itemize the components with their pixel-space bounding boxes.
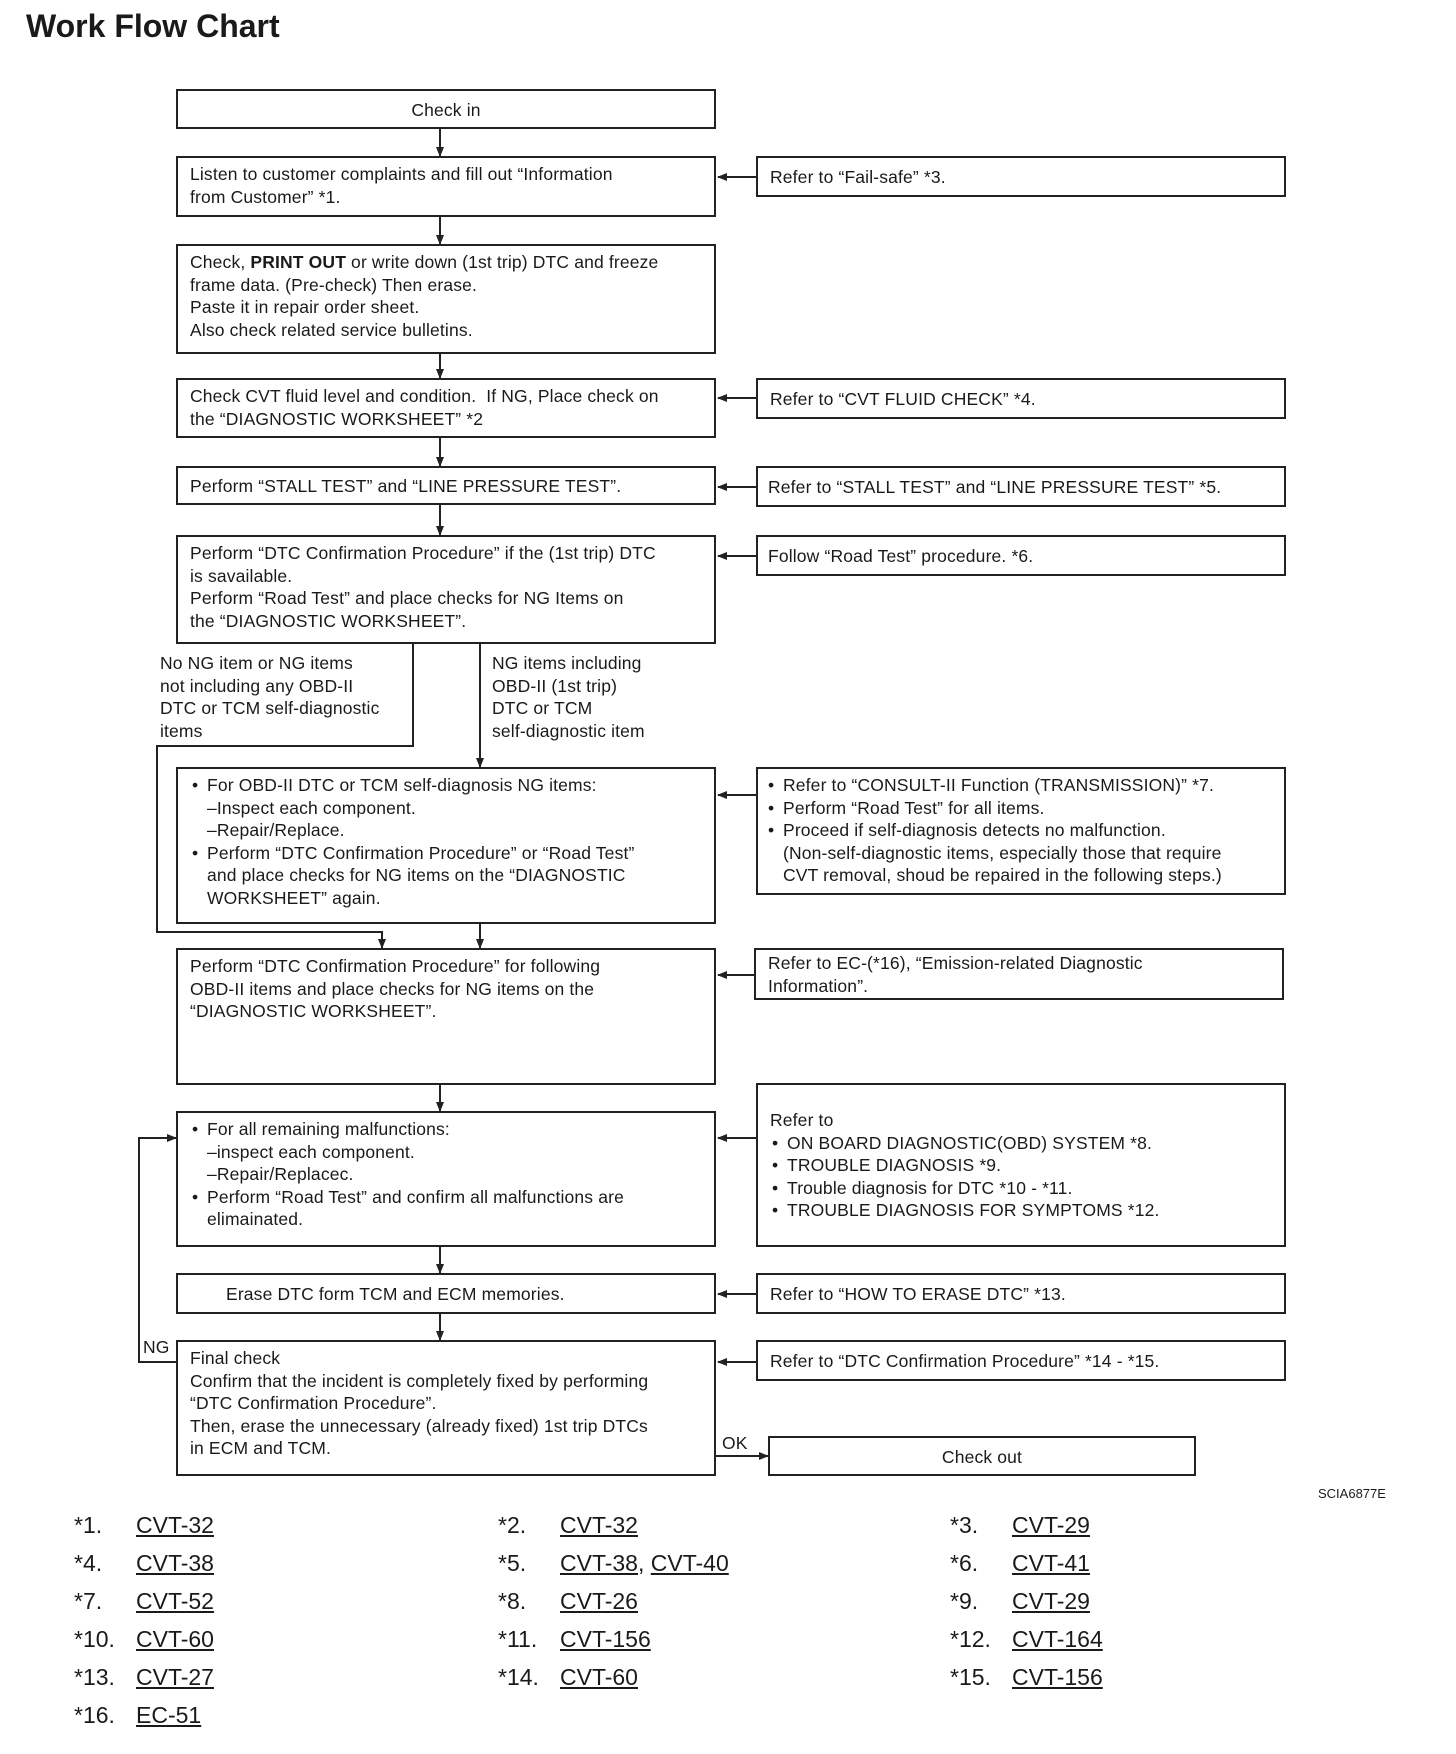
remaining-b2-line: • Perform “Road Test” and confirm all malfunctions are [207,1186,624,1207]
footnote-num: *14. [498,1664,539,1690]
footnote-link[interactable]: CVT-32 [136,1512,214,1538]
footnote-link[interactable]: CVT-60 [560,1664,638,1690]
perform-obd-line: Perform “DTC Confirmation Procedure” for following [190,956,601,976]
ref-obd-item: • TROUBLE DIAGNOSIS FOR SYMPTOMS *12. [770,1199,1276,1222]
check-print-line [190,251,706,274]
ref-consult-item: • Refer to “CONSULT-II Function (TRANSMISSION)” *7. [766,774,1276,797]
ref-fluid-box [756,378,1286,419]
ref-dtcproc-box [756,1340,1286,1381]
check-out-box [768,1436,1196,1476]
branch-left-line: items [160,720,203,741]
footnote [950,1664,1103,1691]
check-out-label: Check out [941,1447,1023,1467]
footnote-num: *6. [950,1550,979,1576]
footnote-num: *2. [498,1512,527,1538]
obd-items-sub: –Inspect each component. [207,797,416,818]
footnote-num: *16. [74,1702,115,1728]
footnote-num: *9. [950,1588,979,1614]
erase-box [176,1273,716,1314]
arrow-ng-loop [139,1138,176,1362]
check-in-box [176,89,716,129]
obd-items-bullet [190,774,706,842]
perform-obd-line: OBD-II items and place checks for NG items on the [190,978,595,999]
check-print-box [176,244,716,354]
remaining-bullet [190,1118,706,1186]
dtc-confirm-line: the “DIAGNOSTIC WORKSHEET”. [190,610,467,631]
final-check-line: in ECM and TCM. [190,1438,331,1458]
fluid-line: Check CVT fluid level and condition. If NG, Place check on [190,386,659,406]
check-print-tail: or write down (1st trip) DTC and freeze [346,252,659,272]
footnote [498,1550,729,1577]
ref-road-text: Follow “Road Test” procedure. *6. [768,546,1034,566]
footnote-link[interactable]: CVT-60 [136,1626,214,1652]
footnote-num: *13. [74,1664,115,1690]
remaining-box [176,1111,716,1247]
erase-line: Erase DTC form TCM and ECM memories. [226,1284,565,1304]
ref-consult-box [756,767,1286,895]
branch-right-line: OBD-II (1st trip) [492,675,618,696]
footnote-num: *7. [74,1588,103,1614]
footnote [950,1626,1103,1653]
branch-right-line: self-diagnostic item [492,720,645,741]
footnote-num: *12. [950,1626,991,1652]
ref-consult-note: (Non-self-diagnostic items, especially those that require [783,842,1222,863]
footnote-link[interactable]: CVT-38 [136,1550,214,1576]
check-in-label: Check in [411,100,481,120]
footnote-link[interactable]: CVT-32 [560,1512,638,1538]
ref-stall-box [756,466,1286,507]
branch-left-label [160,652,379,742]
ref-obd-item: • ON BOARD DIAGNOSTIC(OBD) SYSTEM *8. [770,1132,1276,1155]
branch-right-line: NG items including [492,653,642,673]
footnote-link[interactable]: CVT-26 [560,1588,638,1614]
dtc-confirm-box [176,535,716,644]
obd-items-b2-line: WORKSHEET” again. [207,887,381,908]
fluid-line: the “DIAGNOSTIC WORKSHEET” *2 [190,408,484,429]
footnote-num: *3. [950,1512,979,1538]
footnote [74,1664,214,1691]
ok-label: OK [722,1433,748,1453]
ref-obd-item: • TROUBLE DIAGNOSIS *9. [770,1154,1276,1177]
dtc-confirm-line: Perform “Road Test” and place checks for NG Items on [190,588,624,608]
remaining-sub: –inspect each component. [207,1141,415,1162]
figure-code: SCIA6877E [1318,1486,1386,1501]
ng-label: NG [143,1337,170,1357]
final-check-line: “DTC Confirmation Procedure”. [190,1393,437,1413]
ref-emission-line: Refer to EC-(*16), “Emission-related Diagnostic [768,953,1143,973]
footnote [950,1512,1090,1539]
obd-items-bullet [190,842,706,910]
listen-box [176,156,716,217]
obd-items-box [176,767,716,924]
obd-items-b2-line: and place checks for NG items on the “DIAGNOSTIC [207,865,626,885]
check-print-line: Paste it in repair order sheet. [190,297,420,317]
final-check-line: Final check [190,1348,281,1368]
ref-emission-line: Information”. [768,975,869,996]
remaining-bullet [190,1186,706,1231]
footnote-num: *5. [498,1550,527,1576]
footnote [74,1588,214,1615]
footnote-link[interactable]: CVT-164 [1012,1626,1103,1652]
ref-stall-text: Refer to “STALL TEST” and “LINE PRESSURE TEST” *5. [768,477,1222,497]
footnote-link[interactable]: CVT-41 [1012,1550,1090,1576]
perform-obd-line: “DIAGNOSTIC WORKSHEET”. [190,1001,437,1021]
remaining-sub: –Repair/Replacec. [207,1164,354,1184]
footnote [498,1512,638,1539]
final-check-line: Then, erase the unnecessary (already fixed) 1st trip DTCs [190,1415,648,1436]
ref-consult-item [766,819,1276,887]
footnote [498,1664,638,1691]
ref-consult-note: CVT removal, shoud be repaired in the following steps.) [783,865,1222,885]
ref-dtcproc-text: Refer to “DTC Confirmation Procedure” *14 - *15. [770,1351,1160,1371]
obd-items-sub: –Repair/Replace. [207,820,345,840]
check-print-line: Also check related service bulletins. [190,319,473,340]
footnote-link[interactable]: CVT-40 [650,1550,729,1576]
footnote-num: *11. [498,1626,538,1652]
ref-road-box [756,535,1286,576]
footnote-link[interactable]: CVT-29 [1012,1512,1090,1538]
footnote [74,1702,201,1729]
dtc-confirm-line: Perform “DTC Confirmation Procedure” if the (1st trip) DTC [190,543,656,563]
listen-line: Listen to customer complaints and fill out “Information [190,164,613,184]
footnote-num: *1. [74,1512,103,1538]
branch-left-line: not including any OBD-II [160,675,354,696]
footnote-link[interactable]: CVT-156 [560,1626,651,1652]
ref-erase-text: Refer to “HOW TO ERASE DTC” *13. [770,1284,1066,1304]
footnote-link[interactable]: EC-51 [136,1702,202,1728]
footnote-num: *15. [950,1664,991,1690]
footnote [498,1588,638,1615]
ref-consult-item: • Perform “Road Test” for all items. [766,797,1276,820]
ref-erase-box [756,1273,1286,1314]
final-check-box [176,1340,716,1476]
branch-left-line: No NG item or NG items [160,653,353,673]
footnote-link[interactable]: CVT-27 [136,1664,214,1690]
branch-left-line: DTC or TCM self-diagnostic [160,698,380,718]
footnote [74,1550,214,1577]
footnote-link[interactable]: CVT-156 [1012,1664,1103,1690]
stall-box [176,466,716,505]
ref-consult-item-text: Proceed if self-diagnosis detects no malfunction. [783,820,1166,840]
footnote-num: *4. [74,1550,103,1576]
footnote [950,1550,1090,1577]
perform-obd-box [176,948,716,1085]
branch-right-line: DTC or TCM [492,698,593,718]
final-check-line: Confirm that the incident is completely fixed by performing [190,1370,649,1391]
fluid-box [176,378,716,438]
ref-obd-item: • Trouble diagnosis for DTC *10 - *11. [770,1177,1276,1200]
footnote-link[interactable]: CVT-52 [136,1588,214,1614]
check-print-lead: Check, [190,252,251,272]
remaining-b1: For all remaining malfunctions: [207,1119,450,1139]
page-title: Work Flow Chart [26,8,280,44]
dtc-confirm-line: is savailable. [190,565,293,586]
ref-failsafe-text: Refer to “Fail-safe” *3. [770,167,946,187]
footnote-link[interactable]: CVT-29 [1012,1588,1090,1614]
ref-failsafe-box [756,156,1286,197]
stall-line: Perform “STALL TEST” and “LINE PRESSURE TEST”. [190,476,622,496]
obd-items-b1: For OBD-II DTC or TCM self-diagnosis NG items: [207,775,597,795]
listen-line: from Customer” *1. [190,186,341,207]
footnote [74,1512,214,1539]
remaining-b2-line: elimainated. [207,1209,304,1229]
footnote-sep: , [637,1550,651,1576]
footnote-link[interactable]: CVT-38 [560,1550,638,1576]
check-print-line: frame data. (Pre-check) Then erase. [190,274,477,295]
footnote [498,1626,651,1653]
footnote [74,1626,214,1653]
check-print-bold: PRINT OUT [250,252,347,272]
ref-fluid-text: Refer to “CVT FLUID CHECK” *4. [770,389,1036,409]
ref-emission-box [754,948,1284,1000]
ref-obd-box [756,1083,1286,1247]
footnote-num: *10. [74,1626,115,1652]
branch-right-label [492,652,645,742]
obd-items-b2-line: • Perform “DTC Confirmation Procedure” or “Road Test” [207,842,635,863]
ref-obd-head: Refer to [770,1110,834,1130]
footnote-num: *8. [498,1588,527,1614]
footnote [950,1588,1090,1615]
